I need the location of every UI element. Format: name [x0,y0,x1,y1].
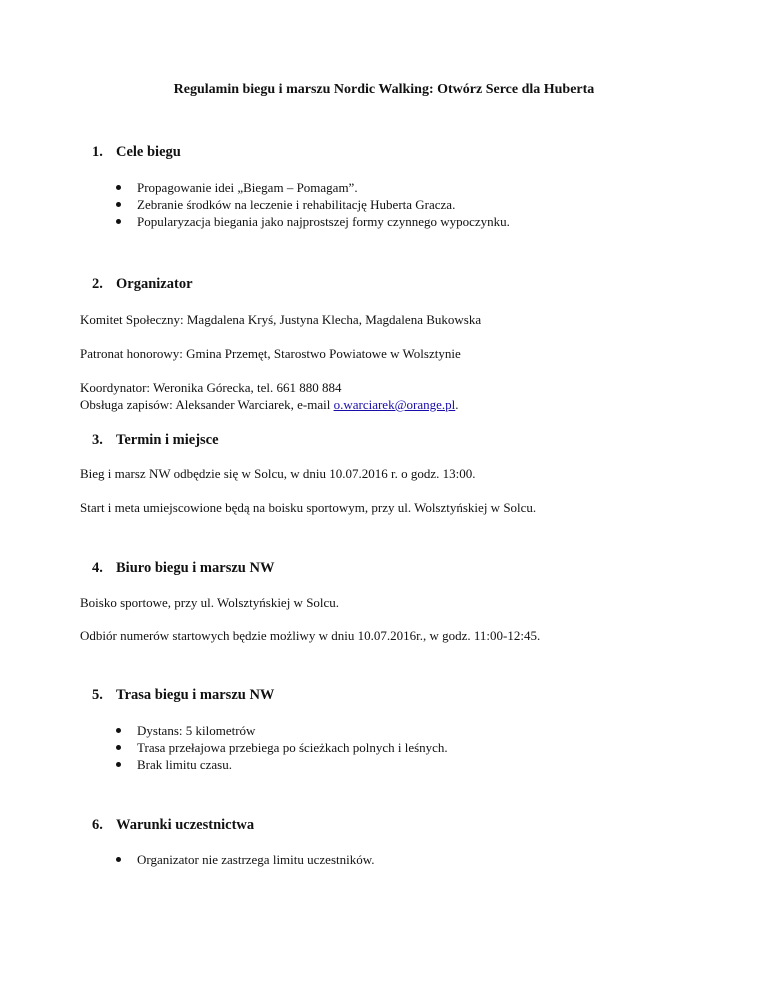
paragraph-boisko: Boisko sportowe, przy ul. Wolsztyńskiej w Solcu. [80,595,340,610]
obsluga-text: Obsługa zapisów: Aleksander Warciarek, e-mail [80,397,334,412]
section-title: Cele biegu [116,144,181,160]
section-heading-cele [92,144,181,161]
document-title: Regulamin biegu i marszu Nordic Walking: Otwórz Serce dla Huberta [173,82,595,97]
paragraph-patronat: Patronat honorowy: Gmina Przemęt, Starostwo Powiatowe w Wolsztynie [80,346,461,361]
bullet-icon [116,762,121,767]
email-link[interactable]: o.warciarek@orange.pl [333,397,456,412]
section-heading-organizator [92,276,193,293]
section-heading-warunki [92,817,254,834]
bullet-icon [116,219,121,224]
list-item-text: Brak limitu czasu. [137,757,232,772]
paragraph-termin: Bieg i marsz NW odbędzie się w Solcu, w dniu 10.07.2016 r. o godz. 13:00. [80,466,476,481]
list-item-text: Popularyzacja biegania jako najprostszej formy czynnego wypoczynku. [137,214,510,229]
bullet-icon [116,185,121,190]
bullet-icon [116,202,121,207]
list-item-text: Organizator nie zastrzega limitu uczestników. [137,852,375,867]
paragraph-odbior: Odbiór numerów startowych będzie możliwy w dniu 10.07.2016r., w godz. 11:00-12:45. [80,628,541,643]
paragraph-koordynator: Koordynator: Weronika Górecka, tel. 661 880 884 [80,380,342,395]
section-heading-biuro [92,560,274,577]
section-number: 4. [92,560,103,576]
bullet-icon [116,728,121,733]
list-item-text: Propagowanie idei „Biegam – Pomagam”. [137,180,358,195]
section-number: 5. [92,687,103,703]
section-number: 3. [92,432,103,448]
section-number: 1. [92,144,103,160]
section-heading-termin [92,432,219,449]
section-title: Biuro biegu i marszu NW [116,560,275,576]
bullet-icon [116,857,121,862]
paragraph-start-meta: Start i meta umiejscowione będą na boisku sportowym, przy ul. Wolsztyńskiej w Solcu. [80,500,537,515]
section-title: Warunki uczestnictwa [116,817,255,833]
section-number: 2. [92,276,103,292]
list-item-text: Zebranie środków na leczenie i rehabilitację Huberta Gracza. [137,197,456,212]
section-title: Termin i miejsce [116,432,219,448]
section-title: Trasa biegu i marszu NW [116,687,275,703]
paragraph-obsluga [80,396,459,413]
list-item-text: Dystans: 5 kilometrów [137,723,256,738]
obsluga-suffix: . [455,397,459,412]
paragraph-komitet: Komitet Społeczny: Magdalena Kryś, Justyna Klecha, Magdalena Bukowska [80,312,482,327]
list-item-text: Trasa przełajowa przebiega po ścieżkach polnych i leśnych. [137,740,448,755]
section-number: 6. [92,817,103,833]
section-heading-trasa [92,687,274,704]
section-title: Organizator [116,276,193,292]
bullet-icon [116,745,121,750]
